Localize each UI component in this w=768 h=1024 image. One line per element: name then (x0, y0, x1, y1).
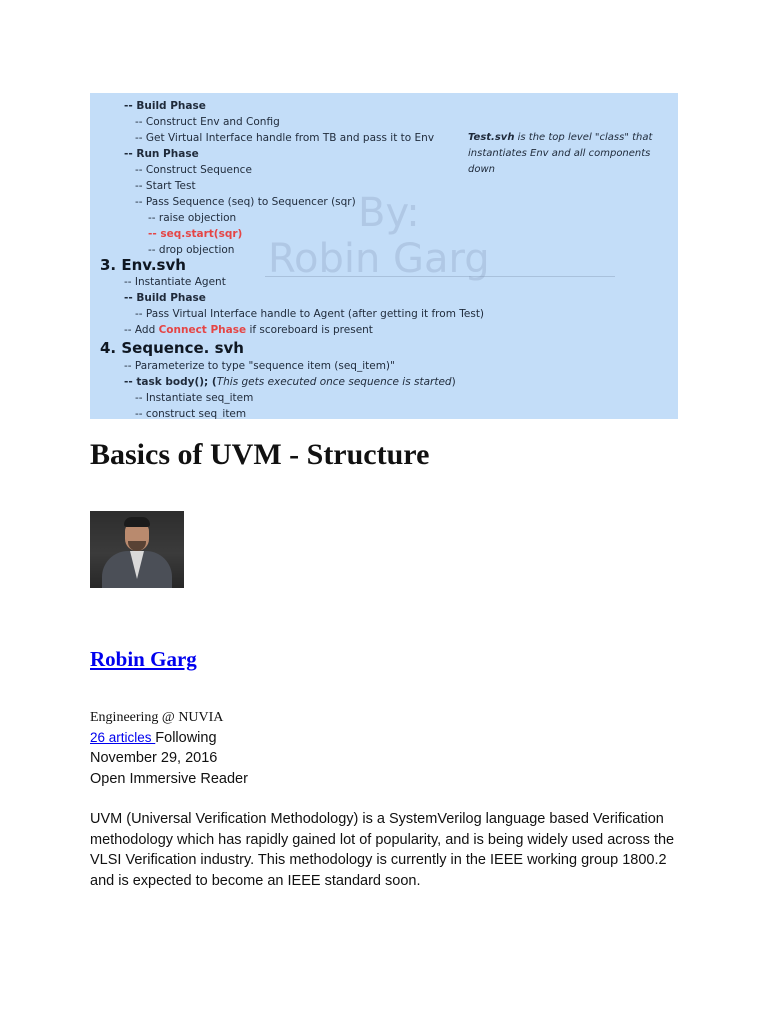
article-body-paragraph: UVM (Universal Verification Methodology) is a SystemVerilog language based Verification methodology which has rapidly gained lot of popularity, and is being widely used across the VLSI Verification industry. This methodology is currently in the IEEE working group 1800.2 and is expected to become an IEEE standard soon. (90, 811, 675, 889)
publish-date: November 29, 2016 (90, 750, 218, 766)
banner-connect-phase: Connect Phase (158, 324, 247, 336)
watermark-by: By: (358, 190, 420, 236)
watermark-name: Robin Garg (268, 236, 490, 282)
author-avatar[interactable] (90, 511, 184, 588)
banner-line: -- Pass Virtual Interface handle to Agent (after getting it from Test) (135, 308, 485, 320)
banner-line-part: -- Add (124, 324, 159, 336)
author-stats-row (90, 729, 217, 747)
banner-side-note (468, 130, 658, 178)
avatar-hair (124, 517, 150, 527)
author-role: Engineering @ NUVIA (90, 710, 224, 725)
banner-line: -- Get Virtual Interface handle from TB and pass it to Env (135, 132, 435, 144)
banner-line: -- drop objection (148, 244, 235, 256)
banner-line-part: -- task body(); ( (124, 376, 217, 388)
watermark-rule (265, 276, 615, 277)
following-label: Following (155, 730, 217, 746)
banner-line: -- Build Phase (124, 100, 206, 112)
side-note-text: is the top level "class" that instantiates Env and all components down (468, 132, 653, 175)
article-title: Basics of UVM - Structure (90, 438, 430, 471)
banner-line: -- construct seq_item (135, 408, 247, 419)
open-immersive-reader[interactable]: Open Immersive Reader (90, 771, 248, 787)
banner-line: -- Pass Sequence (seq) to Sequencer (sqr) (135, 196, 356, 208)
banner-line-note: This gets executed once sequence is started (216, 376, 452, 388)
banner-line-part: if scoreboard is present (246, 324, 373, 336)
articles-count-link[interactable]: 26 articles (90, 730, 156, 745)
banner-line: -- Instantiate seq_item (135, 392, 254, 404)
banner-line: -- Parameterize to type "sequence item (seq_item)" (124, 360, 395, 372)
banner-line: -- Run Phase (124, 148, 199, 160)
banner-line: -- Construct Sequence (135, 164, 252, 176)
banner-line: -- Construct Env and Config (135, 116, 280, 128)
banner-line (124, 375, 456, 389)
side-note-bold: Test.svh (468, 132, 515, 143)
banner-heading-sequence: 4. Sequence. svh (100, 339, 244, 357)
banner-line-highlight: -- seq.start(sqr) (148, 228, 243, 240)
banner-heading-env: 3. Env.svh (100, 256, 186, 274)
banner-line (124, 323, 373, 337)
banner-line: -- Start Test (135, 180, 196, 192)
banner-line: -- Build Phase (124, 292, 206, 304)
banner-line: -- Instantiate Agent (124, 276, 226, 288)
article-banner-image (90, 93, 678, 419)
banner-line: -- raise objection (148, 212, 237, 224)
author-name-link[interactable]: Robin Garg (90, 647, 197, 671)
banner-line-part: ) (451, 376, 456, 388)
